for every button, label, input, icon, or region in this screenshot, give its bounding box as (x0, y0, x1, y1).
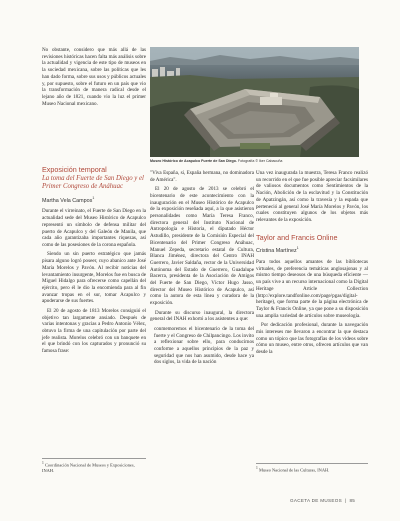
intro-column (42, 47, 146, 110)
body-paragraph: El 20 de agosto de 1813 Morelos consiguió el objetivo tan largamente ansiado. Después de varias intentonas y gracias a Pedro Antonio Vélez, obtuvo la firma de una capitulación por parte del jefe realista. Morelos celebró con un banquete en el que brindó con los capturados y pronunció su famosa frase: (42, 307, 146, 355)
section-author (42, 195, 146, 205)
online-section (256, 234, 368, 356)
online-body (256, 259, 368, 356)
body-paragraph: "Viva España, sí, España hermana, no dominadora de América". (150, 170, 254, 183)
footnote-mark: 1 (256, 466, 258, 470)
author-note-mark: 1 (296, 246, 299, 251)
body-paragraph: El 20 de agosto de 2013 se celebró el bicentenario de este acontecimiento con la inauguración en el Museo Histórico de Acapulco de la exposición reseñada aquí, a la que asistieron personalidades como María Teresa Franco, directora general del Instituto Nacional de Antropología e Historia, el diputado Héctor Astudillo, presidente de la Comisión Especial del Bicentenario del Primer Congreso Anáhuac, Manuel Zepeda, secretario estatal de Cultura, Blanca Jiménez, directora del Centro INAH Guerrero, Javier Saldaña, rector de la Universidad Autónoma del Estado de Guerrero, Guadalupe Bacerra, presidenta de la Asociación de Amigos del Fuerte de San Diego, Víctor Hugo Jasso, director del Museo Histórico de Acapulco, así como la autora de esta línea y curadora de la exposición. (150, 186, 254, 307)
footnote-text: Coordinación Nacional de Museos y Exposiciones, INAH. (42, 462, 135, 474)
body-paragraph: Durante el virreinato, el Fuerte de San Diego en la actualidad sede del Museo Histórico de Acapulco representó un símbolo de defensa militar del puerto de Acapulco y del Galeón de Manila, que cada año garantizaba importantes riquezas, así como de las posesiones de la corona española. (42, 208, 146, 248)
photo-caption (150, 159, 365, 164)
footnote-text: Museo Nacional de las Culturas, INAH. (258, 467, 330, 473)
body-paragraph: Siendo un sin puerto estratégico que jamás pisara alguno logró poseer, cuyo abanico ante José María Morelos y Pavón. Al recibir noticias del levantamiento insurgente, Morelos fue en busca de Miguel Hidalgo para ofrecerse como capellán del ejército, pero él le dio la encomienda para al fin avanzar tropas en el sur, tomar Acapulco y apoderarse de sus fuertes. (42, 251, 146, 305)
publication-name: GACETA DE MUSEOS (290, 498, 342, 503)
section-title: Exposición temporal (42, 165, 107, 174)
author-name: Cristina Martínez (256, 248, 297, 255)
footnote-right (256, 463, 368, 473)
footer-separator: | (344, 498, 347, 503)
fort-photo-illustration (150, 47, 359, 157)
intro-paragraph: No obstante, considero que más allá de las revisiones históricas hacen falta más análisis sobre la actualidad y vigencia de este tipo de museos en la sociedad mexicana, sobre las políticas que les han dado forma, sobre sus usos y públicos actuales y, por supuesto, sobre el futuro en un país que vio la transformación de manera radical desde el lejano año de 1821, cuando vio la luz el primer Museo Nacional mexicano. (42, 47, 146, 107)
exhibition-body (42, 208, 146, 354)
page-number: 85 (349, 498, 356, 503)
author-name: Martha Vela Campos (42, 197, 93, 204)
section-title: Taylor and Francis Online (256, 232, 338, 242)
section-subtitle: La toma del Fuerte de San Diego y el Primer Congreso de Anáhuac (42, 174, 144, 190)
author-note-mark: 1 (92, 195, 95, 200)
body-paragraph: Una vez inaugurada la muestra, Teresa Franco realizó un recorrido en el que fue posible apreciar facsimilares de valiosos documentos como Sentimientos de la Nación, Abolición de la esclavitud y la Constitución de Apatzingán, así como la travesía y la espada que perteneció al general José María Morelos y Pavón, los cuales constituyen algunos de los objetos más relevantes de la exposición. (256, 170, 369, 223)
caption-title: Museo Histórico de Acapulco Fuerte de San Diego. (150, 159, 237, 163)
right-body (256, 170, 368, 224)
footnote-mark: 1 (42, 461, 44, 465)
body-paragraph: Durante su discurso inaugural, la directora general del INAH exhortó a los asistentes a que: (150, 309, 254, 323)
body-paragraph: Por dedicación profesional, durante la navegación mis intereses me llevaron a encontrar la que destaca como un tópico que las fotografías de los videos sobre cómo un museo, entre otros, ofrecen artículos que van desde la (256, 322, 368, 355)
footnote-left (42, 458, 146, 474)
section-author (256, 245, 368, 255)
caption-credit: Fotografía © Iker Cabacuña (236, 159, 283, 163)
block-quote: conmemoremos el bicentenario de la toma del fuerte y el Congreso de Chilpancingo. Los invito a reflexionar sobre ello, para conducirnos conforme a aquellos principios de la paz y seguridad que nos han asumido, desde hace ya dos siglos, la vida de la nación (154, 325, 254, 366)
right-column (256, 170, 368, 358)
fort-photo (150, 47, 359, 157)
page-footer (290, 498, 370, 503)
middle-column (150, 170, 254, 369)
exhibition-section (42, 166, 146, 358)
body-paragraph: Para todos aquellos amantes de las bibliotecas virtuales, de preferencia temáticas anglosajonas y al mismo tiempo deseosos de una búsqueda eficiente —un país vive a un recurso internacional como la Digital Heritage Article Collection (http://explore.tandfonline.com/page/pgas/digital-heritage), que forma parte de la página electrónica de Taylor & Francis Online, ya que pone a su disposición una amplia variedad de artículos sobre museología. (256, 259, 368, 319)
